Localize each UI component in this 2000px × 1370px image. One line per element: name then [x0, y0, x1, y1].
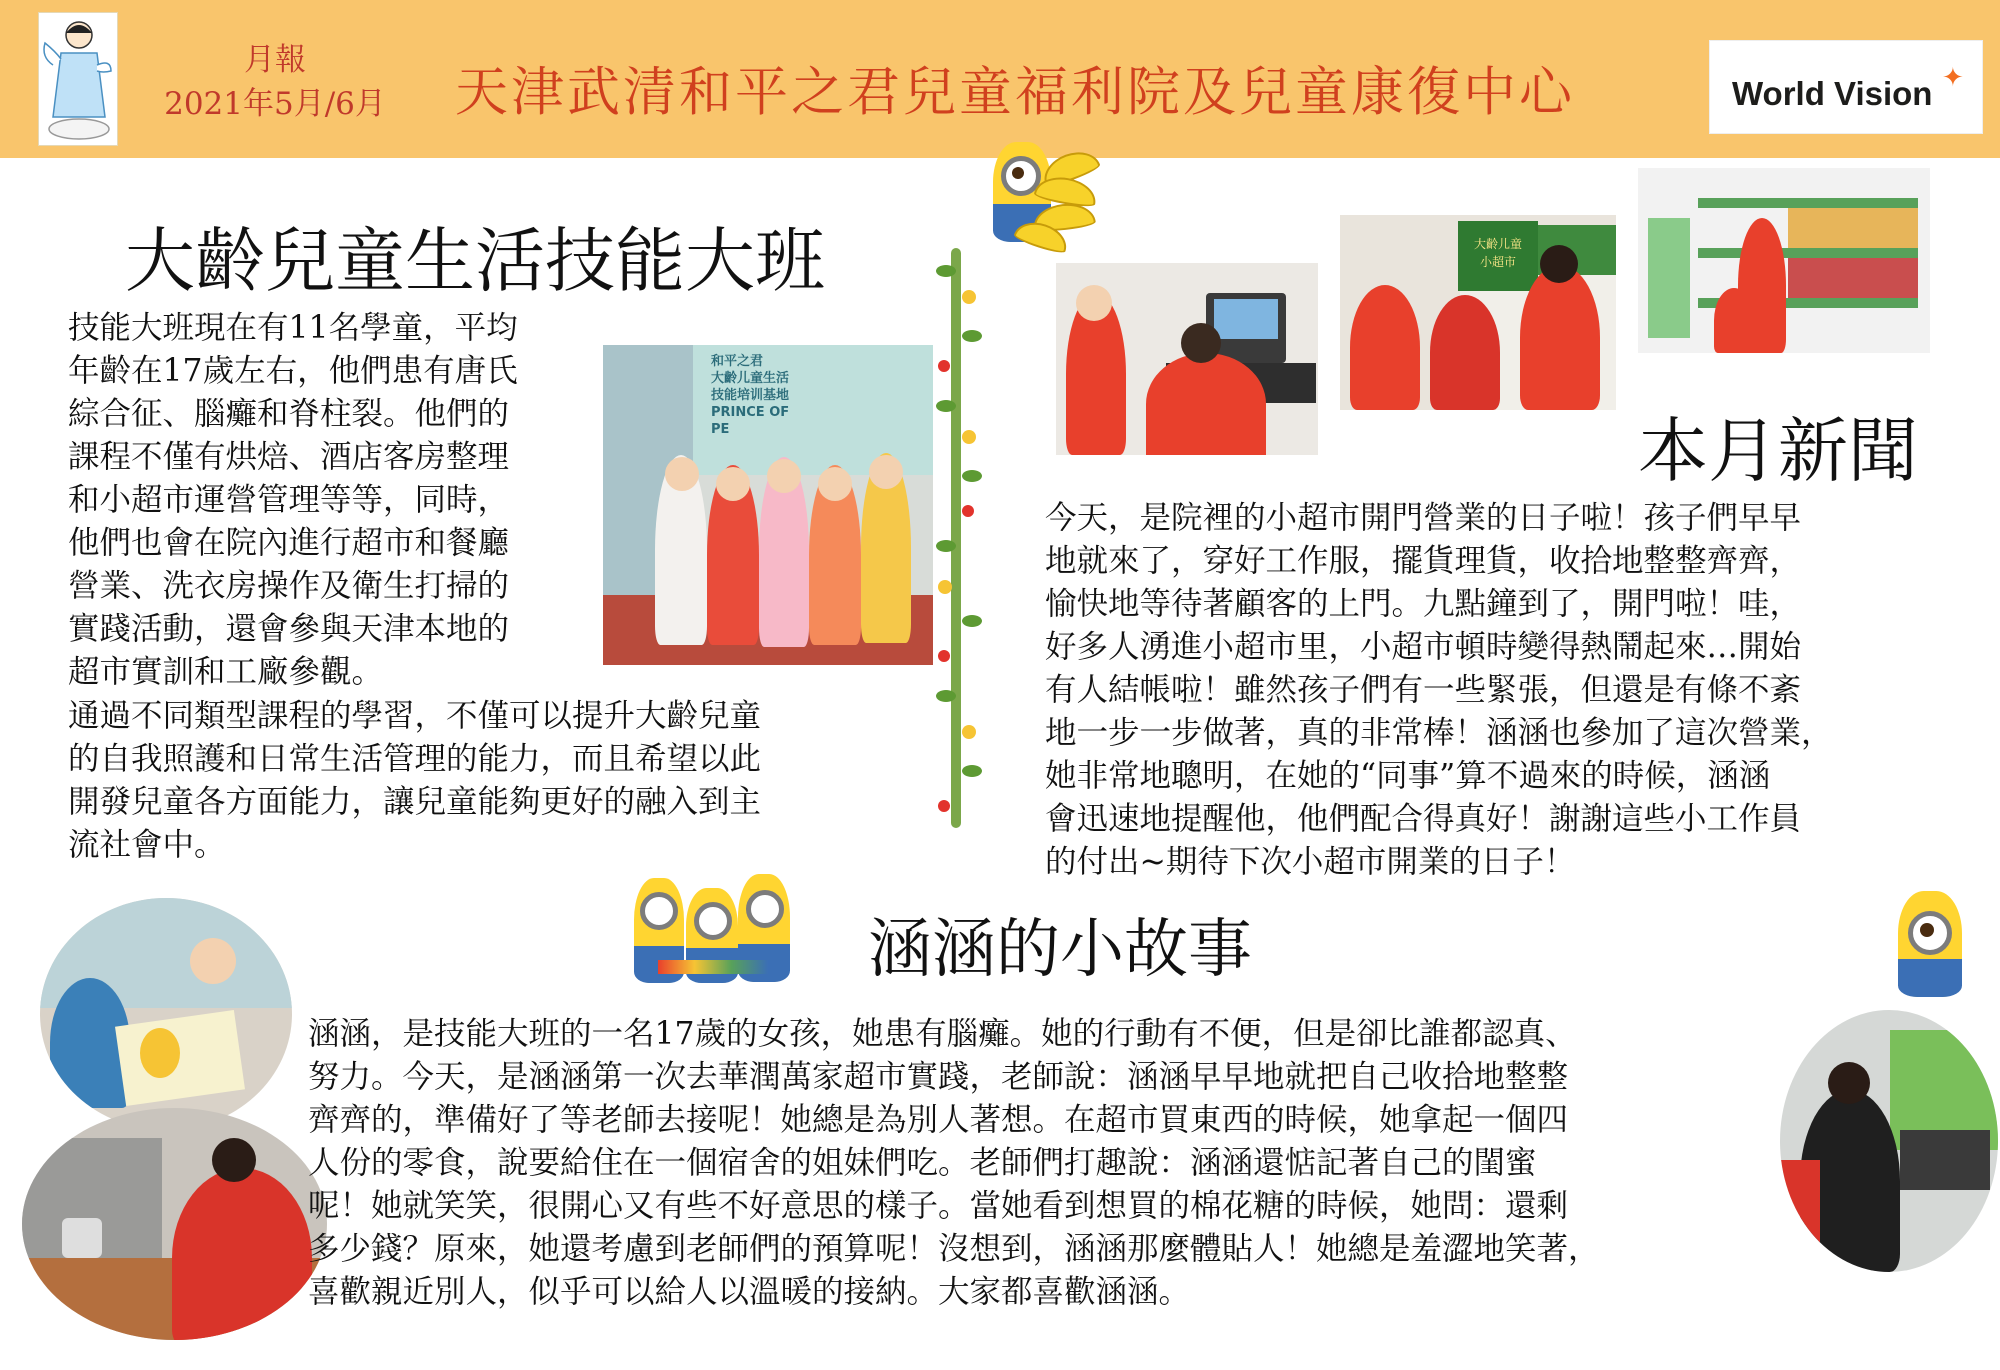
training-base-sign: 和平之君 大齡儿童生活 技能培训基地 PRINCE OF PE: [711, 354, 790, 437]
issue-label: 月報: [244, 42, 306, 78]
text-line: 課程不僅有烘焙、酒店客房整理: [68, 439, 510, 475]
news-photo-shelves: [1340, 215, 1616, 410]
text-line: 他們也會在院內進行超市和餐廳: [68, 525, 510, 561]
text-line: 有人結帳啦！雖然孩子們有一些緊張，但還是有條不紊: [1045, 672, 1802, 708]
section-title-skills-class: 大齡兒童生活技能大班: [125, 220, 825, 302]
group-photo: [603, 345, 933, 665]
skills-class-paragraph-2: [68, 695, 898, 867]
text-line: 和小超市運營管理等等，同時，: [68, 482, 510, 518]
news-photo-stocking: [1638, 168, 1930, 353]
text-line: 多少錢？原來，她還考慮到老師們的預算呢！沒想到，涵涵那麼體貼人！她總是羞澀地笑著，: [308, 1231, 1600, 1267]
minions-trio-illustration: [628, 868, 798, 993]
minion-bananas-illustration: [975, 138, 1110, 253]
text-line: 流社會中。: [68, 827, 226, 863]
text-line: 實踐活動，還會參與天津本地的: [68, 611, 510, 647]
text-line: 技能大班現在有11名學童，平均: [68, 310, 518, 346]
text-line: 她非常地聰明，在她的“同事”算不過來的時候，涵涵: [1045, 758, 1771, 794]
text-line: 地一步一步做著，真的非常棒！涵涵也參加了這次營業，: [1045, 715, 1833, 751]
text-line: 人份的零食，說要給住在一個宿舍的姐妹們吃。老師們打趣說：涵涵還惦記著自己的閨蜜: [308, 1145, 1537, 1181]
story-photo-checkout: [1780, 1010, 1998, 1272]
text-line: 努力。今天，是涵涵第一次去華潤萬家超市實踐，老師說：涵涵早早地就把自己收拾地整整: [308, 1059, 1569, 1095]
issue-date: 2021年5月/6月: [164, 86, 386, 122]
text-line: 今天，是院裡的小超市開門營業的日子啦！孩子們早早: [1045, 500, 1802, 536]
logo-text: World Vision: [1732, 75, 1933, 112]
header-band: [0, 0, 2000, 158]
news-paragraph: [1045, 497, 1975, 884]
logo-star-icon: ✦: [1942, 63, 1964, 93]
story-photo-cleaning: [22, 1108, 327, 1340]
section-title-story: 涵涵的小故事: [868, 913, 1252, 987]
story-paragraph: [308, 1013, 1808, 1314]
text-line: 會迅速地提醒他，他們配合得真好！謝謝這些小工作員: [1045, 801, 1802, 837]
vine-divider: [951, 248, 961, 828]
text-line: 好多人湧進小超市里，小超市頓時變得熱鬧起來…開始: [1045, 629, 1802, 665]
text-line: 的自我照護和日常生活管理的能力，而且希望以此: [68, 741, 762, 777]
text-line: 通過不同類型課程的學習，不僅可以提升大齡兒童: [68, 698, 762, 734]
text-line: 開發兒童各方面能力，讓兒童能夠更好的融入到主: [68, 784, 762, 820]
text-line: 呢！她就笑笑，很開心又有些不好意思的樣子。當她看到想買的棉花糖的時候，她問：還剩: [308, 1188, 1569, 1224]
text-line: 喜歡親近別人，似乎可以給人以溫暖的接納。大家都喜歡涵涵。: [308, 1274, 1191, 1310]
minion-single-illustration: [1888, 885, 1973, 1000]
section-title-news: 本月新聞: [1638, 410, 1918, 492]
world-vision-logo: [1709, 40, 1983, 134]
text-line: 綜合征、腦癱和脊柱裂。他們的: [68, 396, 510, 432]
text-line: 地就來了，穿好工作服，擺貨理貨，收拾地整整齊齊，: [1045, 543, 1802, 579]
text-line: 營業、洗衣房操作及衛生打掃的: [68, 568, 510, 604]
shop-sign: 大齡儿童 小超市: [1458, 221, 1538, 291]
angel-logo: [38, 12, 118, 146]
skills-class-paragraph-1: [68, 307, 608, 694]
text-line: 的付出~期待下次小超市開業的日子！: [1045, 844, 1576, 880]
text-line: 愉快地等待著顧客的上門。九點鐘到了，開門啦！哇，: [1045, 586, 1802, 622]
issue-info: [140, 38, 410, 126]
story-photo-drawing: [40, 898, 292, 1130]
text-line: 年齡在17歲左右，他們患有唐氏: [68, 353, 518, 389]
organization-title: 天津武清和平之君兒童福利院及兒童康復中心: [455, 62, 1575, 123]
text-line: 齊齊的，準備好了等老師去接呢！她總是為別人著想。在超市買東西的時候，她拿起一個四: [308, 1102, 1569, 1138]
text-line: 超市實訓和工廠參觀。: [68, 654, 384, 690]
news-photo-cashier: [1056, 263, 1318, 455]
text-line: 涵涵，是技能大班的一名17歲的女孩，她患有腦癱。她的行動有不便，但是卻比誰都認真、: [308, 1016, 1577, 1052]
